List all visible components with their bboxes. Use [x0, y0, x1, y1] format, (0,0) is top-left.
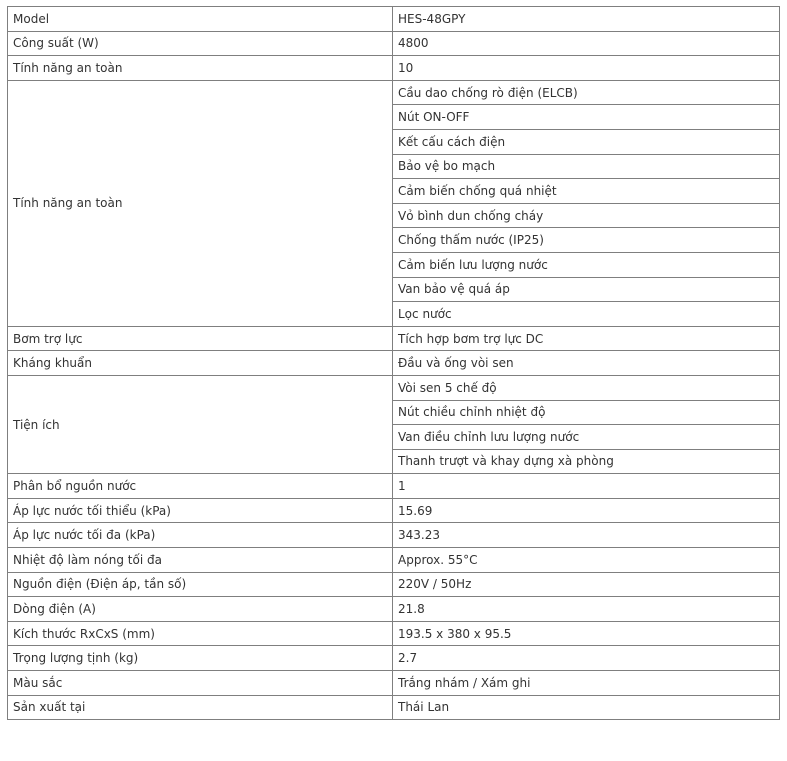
spec-label: Phân bổ nguồn nước: [8, 474, 393, 499]
spec-value: Trắng nhám / Xám ghi: [393, 671, 780, 696]
spec-value: 220V / 50Hz: [393, 572, 780, 597]
spec-value: Tích hợp bơm trợ lực DC: [393, 326, 780, 351]
spec-label: Bơm trợ lực: [8, 326, 393, 351]
spec-value: 193.5 x 380 x 95.5: [393, 621, 780, 646]
spec-value: Nút chiều chỉnh nhiệt độ: [393, 400, 780, 425]
spec-label: Áp lực nước tối thiểu (kPa): [8, 498, 393, 523]
table-row: [8, 695, 780, 720]
table-row: [8, 572, 780, 597]
table-row: [8, 474, 780, 499]
spec-label: Dòng điện (A): [8, 597, 393, 622]
table-row: [8, 351, 780, 376]
spec-value: Lọc nước: [393, 302, 780, 327]
spec-value: Đầu và ống vòi sen: [393, 351, 780, 376]
spec-label: Áp lực nước tối đa (kPa): [8, 523, 393, 548]
spec-value: Approx. 55°C: [393, 548, 780, 573]
spec-value: Bảo vệ bo mạch: [393, 154, 780, 179]
table-row: [8, 375, 780, 400]
spec-label: Kháng khuẩn: [8, 351, 393, 376]
spec-value: 4800: [393, 31, 780, 56]
spec-value: HES-48GPY: [393, 7, 780, 32]
spec-value: 343.23: [393, 523, 780, 548]
spec-value: Vòi sen 5 chế độ: [393, 375, 780, 400]
spec-value: 1: [393, 474, 780, 499]
table-row: [8, 621, 780, 646]
spec-label: Nguồn điện (Điện áp, tần số): [8, 572, 393, 597]
table-row: [8, 646, 780, 671]
table-row: [8, 597, 780, 622]
spec-value: Chống thấm nước (IP25): [393, 228, 780, 253]
spec-value: Kết cấu cách điện: [393, 129, 780, 154]
table-row: [8, 498, 780, 523]
table-row: [8, 56, 780, 81]
spec-value: 21.8: [393, 597, 780, 622]
spec-label: Tính năng an toàn: [8, 80, 393, 326]
spec-label: Model: [8, 7, 393, 32]
spec-value: Thanh trượt và khay dựng xà phòng: [393, 449, 780, 474]
spec-label: Sản xuất tại: [8, 695, 393, 720]
table-row: [8, 31, 780, 56]
spec-label: Tiện ích: [8, 375, 393, 473]
spec-value: Cảm biến chống quá nhiệt: [393, 179, 780, 204]
spec-value: 15.69: [393, 498, 780, 523]
table-row: [8, 523, 780, 548]
spec-value: 2.7: [393, 646, 780, 671]
spec-label: Công suất (W): [8, 31, 393, 56]
spec-value: Nút ON-OFF: [393, 105, 780, 130]
spec-value: Cảm biến lưu lượng nước: [393, 252, 780, 277]
spec-label: Tính năng an toàn: [8, 56, 393, 81]
spec-label: Nhiệt độ làm nóng tối đa: [8, 548, 393, 573]
table-row: [8, 671, 780, 696]
spec-label: Kích thước RxCxS (mm): [8, 621, 393, 646]
spec-value: 10: [393, 56, 780, 81]
table-row: [8, 326, 780, 351]
table-row: [8, 548, 780, 573]
spec-value: Cầu dao chống rò điện (ELCB): [393, 80, 780, 105]
spec-value: Van điều chỉnh lưu lượng nước: [393, 425, 780, 450]
spec-value: Vỏ bình dun chống cháy: [393, 203, 780, 228]
spec-label: Màu sắc: [8, 671, 393, 696]
spec-value: Thái Lan: [393, 695, 780, 720]
spec-value: Van bảo vệ quá áp: [393, 277, 780, 302]
table-row: [8, 80, 780, 105]
spec-table-body: [8, 7, 780, 720]
spec-table: [7, 6, 780, 720]
spec-label: Trọng lượng tịnh (kg): [8, 646, 393, 671]
table-row: [8, 7, 780, 32]
